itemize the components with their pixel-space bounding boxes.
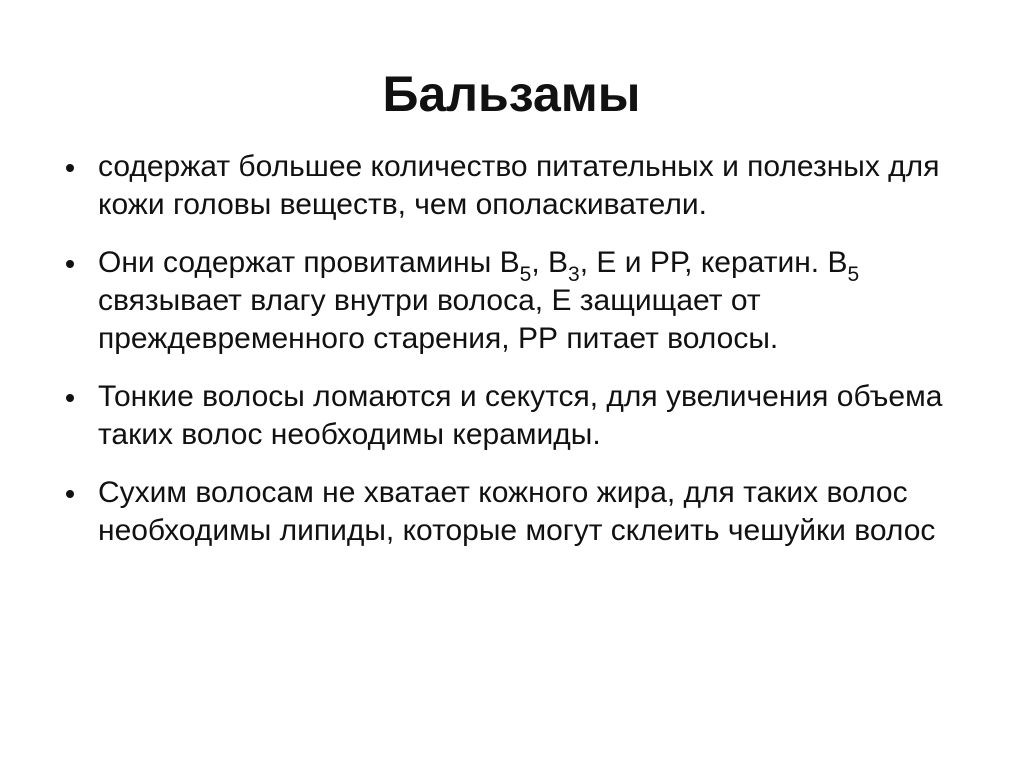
bullet-item-2 <box>64 244 994 358</box>
subscript-5: 5 <box>519 263 532 286</box>
bullet-item-1 <box>64 148 994 224</box>
bullet-text-1: содержат большее количество питательных и полезных для кожи головы веществ, чем ополаскиватели. <box>98 150 940 221</box>
bullet-item-4 <box>64 474 994 550</box>
subscript-5-second: 5 <box>847 263 860 286</box>
bullet-dot-icon <box>66 394 74 402</box>
bullet-dot-icon <box>66 490 74 498</box>
slide-title: Бальзамы <box>382 66 641 122</box>
bullet-item-3 <box>64 378 994 454</box>
bullet-text-2-part-1: Они содержат провитамины В <box>98 246 520 279</box>
bullet-text-2-part-4: связывает влагу внутри волоса, Е защищает от преждевременного старения, РР питает волосы. <box>98 284 779 355</box>
subscript-3: 3 <box>568 263 580 286</box>
bullet-text-4: Сухим волосам не хватает кожного жира, для таких волос необходимы липиды, которые могут склеить чешуйки волос <box>98 476 936 547</box>
bullet-text-2-part-2: , В <box>531 246 569 279</box>
bullet-text-2-part-3: , Е и РР, кератин. В <box>579 246 848 279</box>
bullet-text-2 <box>98 246 859 355</box>
bullet-dot-icon <box>66 260 74 268</box>
bullet-text-3: Тонкие волосы ломаются и секутся, для увеличения объема таких волос необходимы керамиды. <box>98 380 943 451</box>
bullet-list <box>64 148 994 570</box>
bullet-dot-icon <box>66 164 74 172</box>
